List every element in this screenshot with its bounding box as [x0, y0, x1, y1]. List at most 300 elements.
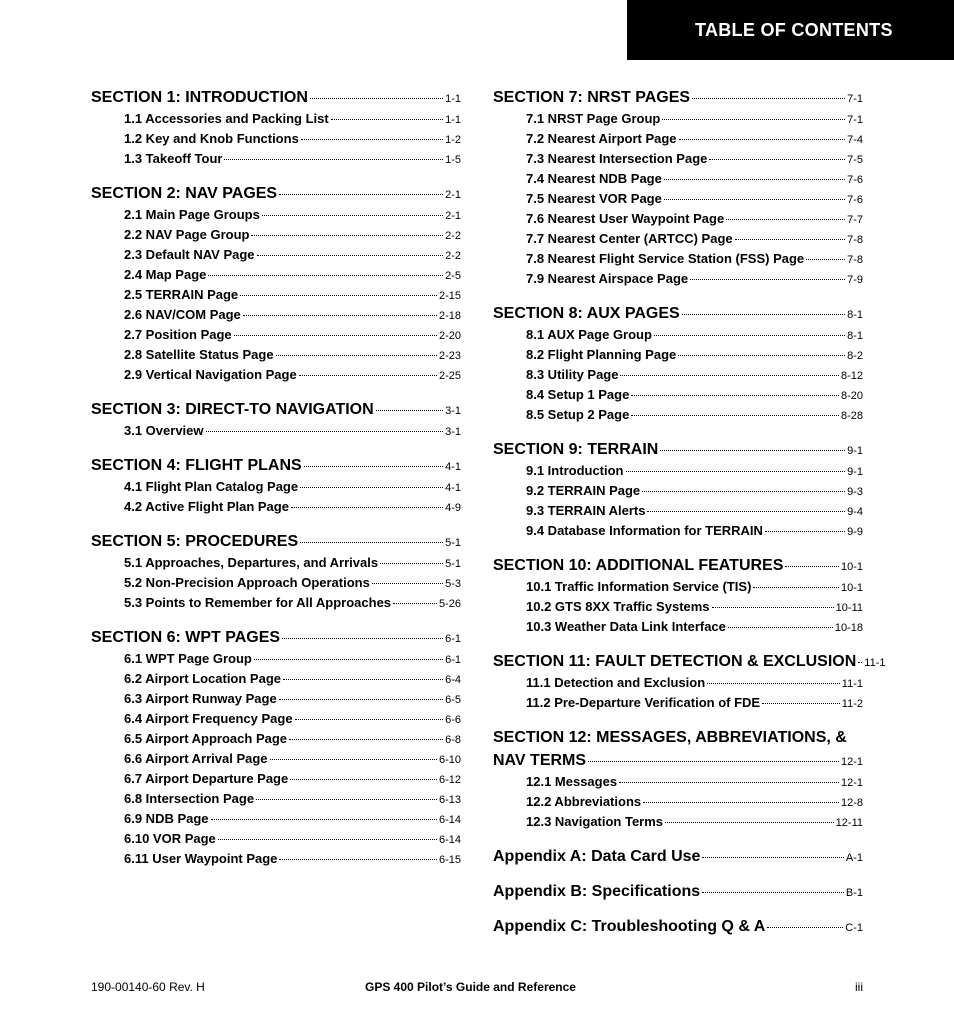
toc-subsection[interactable]	[493, 673, 863, 693]
toc-subsection[interactable]	[493, 812, 863, 832]
toc-subsection[interactable]	[493, 149, 863, 169]
entry-label: 10.3 Weather Data Link Interface	[526, 619, 726, 634]
toc-subsection[interactable]	[493, 385, 863, 405]
dot-leader	[619, 782, 839, 783]
entry-label: 2.2 NAV Page Group	[124, 227, 250, 242]
entry-label: 2.5 TERRAIN Page	[124, 287, 239, 302]
toc-section-12	[493, 726, 863, 832]
dot-leader	[224, 159, 443, 160]
dot-leader	[692, 98, 845, 99]
page-number: 1-5	[445, 154, 461, 166]
toc-section-heading[interactable]	[91, 530, 461, 553]
page-number: 12-8	[840, 797, 863, 809]
dot-leader	[218, 839, 437, 840]
toc-section	[493, 554, 863, 637]
entry-label: SECTION 4: FLIGHT PLANS	[91, 457, 302, 474]
page-number: 10-1	[840, 561, 863, 573]
entry-label: 9.1 Introduction	[526, 463, 624, 478]
entry-label: 2.6 NAV/COM Page	[124, 307, 241, 322]
toc-section	[91, 182, 461, 385]
toc-subsection[interactable]	[493, 693, 863, 713]
dot-leader	[240, 295, 437, 296]
toc-subsection[interactable]	[493, 521, 863, 541]
entry-label: 6.3 Airport Runway Page	[124, 691, 277, 706]
entry-label: 8.2 Flight Planning Page	[526, 347, 677, 362]
toc-subsection[interactable]	[493, 577, 863, 597]
entry-label: 7.9 Nearest Airspace Page	[526, 271, 689, 286]
footer-page-number: iii	[855, 980, 863, 994]
toc-subsection[interactable]	[493, 229, 863, 249]
toc-right-column	[493, 86, 886, 950]
section-title-line2: NAV TERMS	[493, 752, 587, 769]
page-number: 3-1	[445, 426, 461, 438]
dot-leader	[279, 859, 437, 860]
toc-section-heading[interactable]	[493, 650, 886, 673]
toc-header	[627, 0, 954, 60]
dot-leader	[660, 450, 845, 451]
page-number: C-1	[845, 922, 863, 934]
page-number: 5-26	[438, 598, 461, 610]
page-number: 8-1	[847, 309, 863, 321]
entry-label: SECTION 11: FAULT DETECTION & EXCLUSION	[493, 653, 857, 670]
entry-label: 12.2 Abbreviations	[526, 794, 642, 809]
entry-label: 6.2 Airport Location Page	[124, 671, 281, 686]
page-number: 10-18	[834, 622, 863, 634]
page-number: 7-6	[847, 174, 863, 186]
dot-leader	[270, 759, 437, 760]
entry-label: 7.4 Nearest NDB Page	[526, 171, 662, 186]
dot-leader	[785, 566, 839, 567]
entry-label: 1.3 Takeoff Tour	[124, 151, 223, 166]
page-number: 6-12	[438, 774, 461, 786]
page-number: 7-8	[847, 254, 863, 266]
entry-label: 2.3 Default NAV Page	[124, 247, 255, 262]
dot-leader	[735, 239, 845, 240]
toc-appendix	[493, 915, 863, 938]
page-number: 6-15	[438, 854, 461, 866]
entry-label: 3.1 Overview	[124, 423, 204, 438]
entry-label: 7.7 Nearest Center (ARTCC) Page	[526, 231, 733, 246]
page-number: 1-2	[445, 134, 461, 146]
page-number: 2-1	[445, 210, 461, 222]
toc-subsection[interactable]	[91, 421, 461, 441]
appendix-list	[493, 845, 863, 938]
dot-leader	[647, 511, 845, 512]
page-number: 7-6	[847, 194, 863, 206]
entry-label: 9.2 TERRAIN Page	[526, 483, 641, 498]
toc-subsection[interactable]	[91, 809, 461, 829]
page-number: 12-1	[840, 777, 863, 789]
toc-subsection[interactable]	[91, 649, 461, 669]
page-number: 9-9	[847, 526, 863, 538]
dot-leader	[631, 415, 839, 416]
toc-subsection[interactable]	[493, 249, 863, 269]
page-number: 9-1	[847, 466, 863, 478]
toc-subsection[interactable]	[493, 501, 863, 521]
page-number: 4-1	[445, 461, 461, 473]
toc-subsection[interactable]	[91, 305, 461, 325]
page-number: 9-3	[847, 486, 863, 498]
dot-leader	[304, 466, 443, 467]
dot-leader	[291, 507, 443, 508]
entry-label: 2.7 Position Page	[124, 327, 232, 342]
page-number: 6-1	[445, 654, 461, 666]
toc-section	[493, 86, 863, 289]
toc-subsection[interactable]	[91, 593, 461, 613]
section-title-line1[interactable]: SECTION 12: MESSAGES, ABBREVIATIONS, &	[493, 729, 847, 746]
toc-subsection[interactable]	[91, 265, 461, 285]
page-number: 10-1	[840, 582, 863, 594]
dot-leader	[279, 194, 443, 195]
entry-label: 6.10 VOR Page	[124, 831, 216, 846]
toc-subsection[interactable]	[493, 617, 863, 637]
entry-label: 2.9 Vertical Navigation Page	[124, 367, 297, 382]
page-number: 6-1	[445, 633, 461, 645]
toc-subsection[interactable]	[493, 597, 863, 617]
page-number: 10-11	[835, 602, 863, 614]
page-number: 12-1	[840, 756, 863, 768]
entry-label: 10.1 Traffic Information Service (TIS)	[526, 579, 752, 594]
page-number: 5-3	[445, 578, 461, 590]
dot-leader	[331, 119, 443, 120]
entry-label: 6.1 WPT Page Group	[124, 651, 252, 666]
dot-leader	[682, 314, 845, 315]
dot-leader	[702, 857, 843, 858]
toc-appendix	[493, 880, 863, 903]
toc-section	[493, 650, 886, 713]
entry-label: 4.2 Active Flight Plan Page	[124, 499, 289, 514]
entry-label: 8.4 Setup 1 Page	[526, 387, 630, 402]
dot-leader	[282, 638, 443, 639]
page-number: 7-5	[847, 154, 863, 166]
page-number: 6-14	[438, 834, 461, 846]
page-number: 11-1	[864, 657, 886, 669]
toc-section-heading[interactable]	[493, 302, 863, 325]
section-12-items	[493, 772, 863, 832]
dot-leader	[726, 219, 845, 220]
toc-section	[91, 454, 461, 517]
entry-label: 4.1 Flight Plan Catalog Page	[124, 479, 299, 494]
entry-label: SECTION 3: DIRECT-TO NAVIGATION	[91, 401, 374, 418]
page-number: 2-2	[445, 250, 461, 262]
dot-leader	[295, 719, 444, 720]
toc-subsection[interactable]	[91, 669, 461, 689]
page-number: 2-23	[438, 350, 461, 362]
entry-label: 7.2 Nearest Airport Page	[526, 131, 677, 146]
dot-leader	[707, 683, 840, 684]
toc-subsection[interactable]	[91, 749, 461, 769]
page-number: 11-2	[841, 698, 863, 710]
entry-label: SECTION 9: TERRAIN	[493, 441, 659, 458]
toc-left-column	[91, 86, 461, 882]
entry-label: 12.1 Messages	[526, 774, 618, 789]
dot-leader	[301, 139, 443, 140]
footer-title: GPS 400 Pilot’s Guide and Reference	[365, 980, 576, 994]
toc-appendix	[493, 845, 863, 868]
page-number: 4-1	[445, 482, 461, 494]
entry-label: 8.5 Setup 2 Page	[526, 407, 630, 422]
toc-subsection[interactable]	[91, 849, 461, 869]
toc-subsection[interactable]	[493, 325, 863, 345]
dot-leader	[858, 662, 862, 663]
toc-subsection[interactable]	[91, 345, 461, 365]
toc-subsection[interactable]	[493, 461, 863, 481]
dot-leader	[283, 679, 443, 680]
page-number: 2-1	[445, 189, 461, 201]
page-number: 9-4	[847, 506, 863, 518]
entry-label: SECTION 8: AUX PAGES	[493, 305, 680, 322]
page-number: 2-18	[438, 310, 461, 322]
entry-label: 7.5 Nearest VOR Page	[526, 191, 662, 206]
entry-label: 11.1 Detection and Exclusion	[526, 675, 706, 690]
entry-label: 6.11 User Waypoint Page	[124, 851, 278, 866]
page-number: 6-10	[438, 754, 461, 766]
page-number: 2-25	[438, 370, 461, 382]
page-number: 5-1	[445, 558, 461, 570]
entry-label: 12.3 Navigation Terms	[526, 814, 664, 829]
page-number: 9-1	[847, 445, 863, 457]
dot-leader	[376, 410, 443, 411]
toc-subsection[interactable]	[91, 109, 461, 129]
entry-label: 5.2 Non-Precision Approach Operations	[124, 575, 370, 590]
toc-subsection[interactable]	[493, 481, 863, 501]
right-sections	[493, 86, 886, 713]
dot-leader	[211, 819, 437, 820]
page-number: 7-1	[847, 93, 863, 105]
page-number: 7-1	[847, 114, 863, 126]
dot-leader	[234, 335, 437, 336]
toc-subsection[interactable]	[91, 689, 461, 709]
entry-label: 10.2 GTS 8XX Traffic Systems	[526, 599, 710, 614]
entry-label: 7.8 Nearest Flight Service Station (FSS) Page	[526, 251, 805, 266]
dot-leader	[289, 739, 443, 740]
toc-subsection[interactable]	[493, 269, 863, 289]
toc-subsection[interactable]	[493, 405, 863, 425]
entry-label: 8.3 Utility Page	[526, 367, 619, 382]
dot-leader	[709, 159, 845, 160]
toc-section	[91, 86, 461, 169]
entry-label: 9.4 Database Information for TERRAIN	[526, 523, 763, 538]
dot-leader	[380, 563, 443, 564]
page-number: 8-28	[840, 410, 863, 422]
toc-section-heading[interactable]	[493, 554, 863, 577]
toc-subsection[interactable]	[91, 129, 461, 149]
page-number: 6-8	[445, 734, 461, 746]
entry-label: Appendix A: Data Card Use	[493, 848, 701, 865]
dot-leader	[256, 799, 437, 800]
dot-leader	[257, 255, 444, 256]
dot-leader	[372, 583, 443, 584]
page-number: 5-1	[445, 537, 461, 549]
toc-section-heading[interactable]	[493, 86, 863, 109]
toc-section	[493, 438, 863, 541]
dot-leader	[276, 355, 437, 356]
toc-subsection[interactable]	[493, 169, 863, 189]
page-number: 6-5	[445, 694, 461, 706]
toc-section-heading[interactable]	[91, 398, 461, 421]
page-number: 6-6	[445, 714, 461, 726]
toc-section-heading[interactable]	[91, 86, 461, 109]
dot-leader	[631, 395, 839, 396]
toc-subsection[interactable]	[493, 792, 863, 812]
page-number: 8-2	[847, 350, 863, 362]
page-number: 6-14	[438, 814, 461, 826]
toc-subsection[interactable]	[91, 285, 461, 305]
entry-label: SECTION 7: NRST PAGES	[493, 89, 691, 106]
entry-label: 8.1 AUX Page Group	[526, 327, 652, 342]
page-number: 7-4	[847, 134, 863, 146]
toc-section	[91, 530, 461, 613]
toc-appendix-heading[interactable]	[493, 845, 863, 868]
entry-label: 1.2 Key and Knob Functions	[124, 131, 299, 146]
entry-label: 1.1 Accessories and Packing List	[124, 111, 329, 126]
page-number: 7-9	[847, 274, 863, 286]
entry-label: SECTION 2: NAV PAGES	[91, 185, 278, 202]
toc-section-heading[interactable]	[91, 626, 461, 649]
dot-leader	[393, 603, 437, 604]
toc-section-heading[interactable]	[493, 749, 863, 772]
toc-subsection[interactable]	[91, 709, 461, 729]
toc-appendix-heading[interactable]	[493, 880, 863, 903]
page-number: 11-1	[841, 678, 863, 690]
page-number: 1-1	[445, 93, 461, 105]
dot-leader	[678, 355, 845, 356]
toc-subsection[interactable]	[91, 477, 461, 497]
dot-leader	[262, 215, 443, 216]
dot-leader	[254, 659, 443, 660]
entry-label: 6.5 Airport Approach Page	[124, 731, 288, 746]
entry-label: SECTION 1: INTRODUCTION	[91, 89, 308, 106]
page-number: A-1	[845, 852, 863, 864]
toc-title: TABLE OF CONTENTS	[695, 20, 893, 40]
toc-section	[91, 626, 461, 869]
entry-label: 6.8 Intersection Page	[124, 791, 255, 806]
toc-subsection[interactable]	[91, 769, 461, 789]
dot-leader	[243, 315, 437, 316]
dot-leader	[654, 335, 845, 336]
footer-doc-number: 190-00140-60 Rev. H	[91, 980, 205, 994]
page-number: 7-8	[847, 234, 863, 246]
toc-subsection[interactable]	[91, 245, 461, 265]
entry-label: 11.2 Pre-Departure Verification of FDE	[526, 695, 761, 710]
page-number: B-1	[845, 887, 863, 899]
dot-leader	[310, 98, 443, 99]
entry-label: SECTION 5: PROCEDURES	[91, 533, 299, 550]
toc-subsection[interactable]	[91, 573, 461, 593]
dot-leader	[753, 587, 839, 588]
toc-subsection[interactable]	[493, 189, 863, 209]
dot-leader	[251, 235, 443, 236]
toc-subsection[interactable]	[493, 129, 863, 149]
dot-leader	[208, 275, 443, 276]
toc-subsection[interactable]	[91, 729, 461, 749]
entry-label: SECTION 10: ADDITIONAL FEATURES	[493, 557, 784, 574]
page-number: 12-11	[835, 817, 863, 829]
page-number: 2-2	[445, 230, 461, 242]
dot-leader	[664, 199, 845, 200]
entry-label: 6.6 Airport Arrival Page	[124, 751, 268, 766]
page-number: 7-7	[847, 214, 863, 226]
page-number: 6-13	[438, 794, 461, 806]
toc-section-heading[interactable]	[493, 438, 863, 461]
toc-subsection[interactable]	[91, 789, 461, 809]
dot-leader	[642, 491, 845, 492]
dot-leader	[664, 179, 845, 180]
toc-subsection[interactable]	[91, 225, 461, 245]
dot-leader	[662, 119, 845, 120]
page-number: 8-20	[840, 390, 863, 402]
dot-leader	[300, 542, 443, 543]
toc-subsection[interactable]	[493, 772, 863, 792]
entry-label: 7.3 Nearest Intersection Page	[526, 151, 708, 166]
toc-appendix-heading[interactable]	[493, 915, 863, 938]
entry-label: 2.4 Map Page	[124, 267, 207, 282]
toc-subsection[interactable]	[91, 497, 461, 517]
dot-leader	[206, 431, 444, 432]
page-number: 2-5	[445, 270, 461, 282]
dot-leader	[665, 822, 834, 823]
dot-leader	[300, 487, 443, 488]
entry-label: SECTION 6: WPT PAGES	[91, 629, 281, 646]
page-number: 3-1	[445, 405, 461, 417]
toc-subsection[interactable]	[493, 365, 863, 385]
dot-leader	[643, 802, 839, 803]
dot-leader	[762, 703, 840, 704]
dot-leader	[299, 375, 437, 376]
dot-leader	[620, 375, 838, 376]
toc-subsection[interactable]	[91, 325, 461, 345]
toc-subsection[interactable]	[91, 829, 461, 849]
entry-label: 5.1 Approaches, Departures, and Arrivals	[124, 555, 379, 570]
toc-subsection[interactable]	[493, 345, 863, 365]
entry-label: Appendix B: Specifications	[493, 883, 701, 900]
dot-leader	[712, 607, 834, 608]
page-number: 8-12	[840, 370, 863, 382]
page-number: 4-9	[445, 502, 461, 514]
dot-leader	[767, 927, 843, 928]
dot-leader	[679, 139, 846, 140]
toc-subsection[interactable]	[91, 149, 461, 169]
toc-subsection[interactable]	[493, 209, 863, 229]
page-number: 1-1	[445, 114, 461, 126]
entry-label: 2.1 Main Page Groups	[124, 207, 260, 222]
dot-leader	[279, 699, 443, 700]
dot-leader	[765, 531, 845, 532]
toc-section-heading[interactable]	[91, 454, 461, 477]
dot-leader	[588, 761, 839, 762]
toc-subsection[interactable]	[91, 365, 461, 385]
entry-label: 6.9 NDB Page	[124, 811, 209, 826]
page-number: 2-20	[438, 330, 461, 342]
entry-label: 6.7 Airport Departure Page	[124, 771, 289, 786]
dot-leader	[290, 779, 437, 780]
toc-subsection[interactable]	[493, 109, 863, 129]
toc-section-heading[interactable]	[91, 182, 461, 205]
toc-section	[91, 398, 461, 441]
entry-label: 7.1 NRST Page Group	[526, 111, 661, 126]
dot-leader	[626, 471, 846, 472]
entry-label: Appendix C: Troubleshooting Q & A	[493, 918, 766, 935]
entry-label: 5.3 Points to Remember for All Approaches	[124, 595, 392, 610]
toc-subsection[interactable]	[91, 205, 461, 225]
entry-label: 2.8 Satellite Status Page	[124, 347, 274, 362]
toc-section	[493, 302, 863, 425]
toc-subsection[interactable]	[91, 553, 461, 573]
page-number: 6-4	[445, 674, 461, 686]
entry-label: 6.4 Airport Frequency Page	[124, 711, 293, 726]
dot-leader	[728, 627, 833, 628]
dot-leader	[702, 892, 844, 893]
